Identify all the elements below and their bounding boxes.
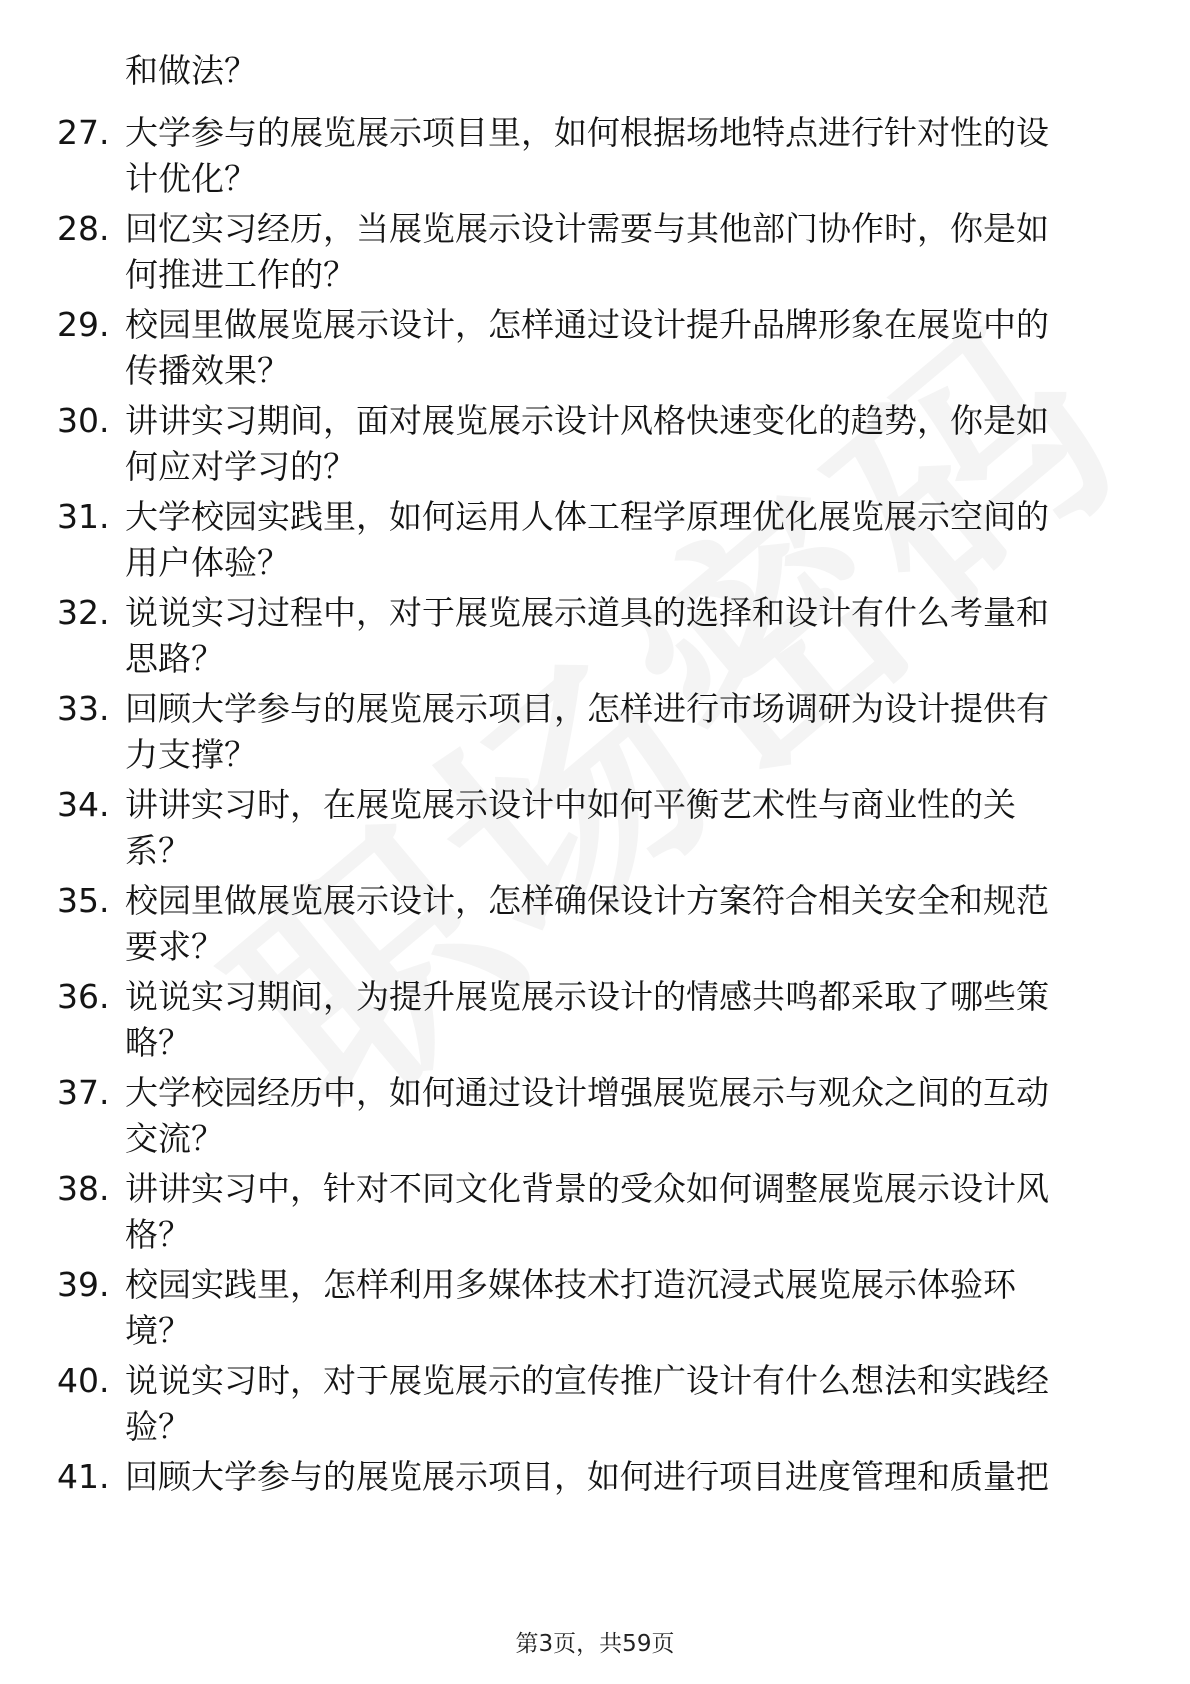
question-line: 交流？ bbox=[125, 1119, 224, 1158]
question-number: 32. bbox=[57, 593, 110, 632]
question-number: 27. bbox=[57, 113, 110, 152]
question-number: 34. bbox=[57, 785, 110, 824]
question-text bbox=[125, 1358, 1125, 1450]
question-line: 讲讲实习中，针对不同文化背景的受众如何调整展览展示设计风 bbox=[125, 1169, 1049, 1208]
question-line: 说说实习过程中，对于展览展示道具的选择和设计有什么考量和 bbox=[125, 593, 1049, 632]
question-number: 30. bbox=[57, 401, 110, 440]
question-text bbox=[125, 110, 1125, 202]
question-number: 36. bbox=[57, 977, 110, 1016]
question-text bbox=[125, 302, 1125, 394]
question-text bbox=[125, 206, 1125, 298]
question-item bbox=[0, 974, 1190, 1070]
question-line: 说说实习期间，为提升展览展示设计的情感共鸣都采取了哪些策 bbox=[125, 977, 1049, 1016]
question-number: 39. bbox=[57, 1265, 110, 1304]
question-line: 回顾大学参与的展览展示项目，如何进行项目进度管理和质量把 bbox=[125, 1457, 1049, 1496]
question-number: 28. bbox=[57, 209, 110, 248]
question-item bbox=[0, 206, 1190, 302]
question-line: 系？ bbox=[125, 831, 191, 870]
question-line: 大学校园实践里，如何运用人体工程学原理优化展览展示空间的 bbox=[125, 497, 1049, 536]
question-item bbox=[0, 878, 1190, 974]
question-line: 何推进工作的？ bbox=[125, 255, 356, 294]
question-item bbox=[0, 1166, 1190, 1262]
question-line: 何应对学习的？ bbox=[125, 447, 356, 486]
question-number: 37. bbox=[57, 1073, 110, 1112]
page-number: 第3页，共59页 bbox=[515, 1631, 675, 1657]
question-item bbox=[0, 782, 1190, 878]
question-text bbox=[125, 1070, 1125, 1162]
question-line: 讲讲实习时，在展览展示设计中如何平衡艺术性与商业性的关 bbox=[125, 785, 1016, 824]
question-item bbox=[0, 302, 1190, 398]
question-line: 校园里做展览展示设计，怎样通过设计提升品牌形象在展览中的 bbox=[125, 305, 1049, 344]
question-line: 略？ bbox=[125, 1023, 191, 1062]
question-text bbox=[125, 1262, 1125, 1354]
question-line: 力支撑？ bbox=[125, 735, 257, 774]
question-item bbox=[0, 1070, 1190, 1166]
question-text bbox=[125, 398, 1125, 490]
question-line: 回顾大学参与的展览展示项目，怎样进行市场调研为设计提供有 bbox=[125, 689, 1049, 728]
question-text bbox=[125, 1454, 1125, 1500]
question-text bbox=[125, 974, 1125, 1066]
question-item bbox=[0, 1262, 1190, 1358]
question-line: 格？ bbox=[125, 1215, 191, 1254]
question-text bbox=[125, 782, 1125, 874]
question-number: 33. bbox=[57, 689, 110, 728]
question-item bbox=[0, 110, 1190, 206]
question-number: 40. bbox=[57, 1361, 110, 1400]
question-line: 验？ bbox=[125, 1407, 191, 1446]
question-item bbox=[0, 686, 1190, 782]
question-item bbox=[0, 494, 1190, 590]
question-line: 说说实习时，对于展览展示的宣传推广设计有什么想法和实践经 bbox=[125, 1361, 1049, 1400]
question-line: 用户体验？ bbox=[125, 543, 290, 582]
question-line: 校园实践里，怎样利用多媒体技术打造沉浸式展览展示体验环 bbox=[125, 1265, 1016, 1304]
question-item bbox=[0, 1454, 1190, 1550]
question-list bbox=[0, 110, 1190, 1550]
question-number: 35. bbox=[57, 881, 110, 920]
question-line: 思路？ bbox=[125, 639, 224, 678]
question-text bbox=[125, 590, 1125, 682]
question-number: 41. bbox=[57, 1457, 110, 1496]
question-line: 大学校园经历中，如何通过设计增强展览展示与观众之间的互动 bbox=[125, 1073, 1049, 1112]
question-line: 要求？ bbox=[125, 927, 224, 966]
question-line: 传播效果？ bbox=[125, 351, 290, 390]
question-line: 计优化？ bbox=[125, 159, 257, 198]
question-item bbox=[0, 398, 1190, 494]
question-line: 回忆实习经历，当展览展示设计需要与其他部门协作时，你是如 bbox=[125, 209, 1049, 248]
page-footer bbox=[0, 1629, 1190, 1659]
question-item bbox=[0, 590, 1190, 686]
question-line: 境？ bbox=[125, 1311, 191, 1350]
continuation-text: 和做法？ bbox=[125, 51, 257, 90]
question-number: 38. bbox=[57, 1169, 110, 1208]
question-line: 校园里做展览展示设计，怎样确保设计方案符合相关安全和规范 bbox=[125, 881, 1049, 920]
question-number: 31. bbox=[57, 497, 110, 536]
question-line: 大学参与的展览展示项目里，如何根据场地特点进行针对性的设 bbox=[125, 113, 1049, 152]
question-text bbox=[125, 1166, 1125, 1258]
question-number: 29. bbox=[57, 305, 110, 344]
question-text bbox=[125, 686, 1125, 778]
question-text bbox=[125, 494, 1125, 586]
question-line: 讲讲实习期间，面对展览展示设计风格快速变化的趋势，你是如 bbox=[125, 401, 1049, 440]
question-item bbox=[0, 1358, 1190, 1454]
question-text bbox=[125, 878, 1125, 970]
